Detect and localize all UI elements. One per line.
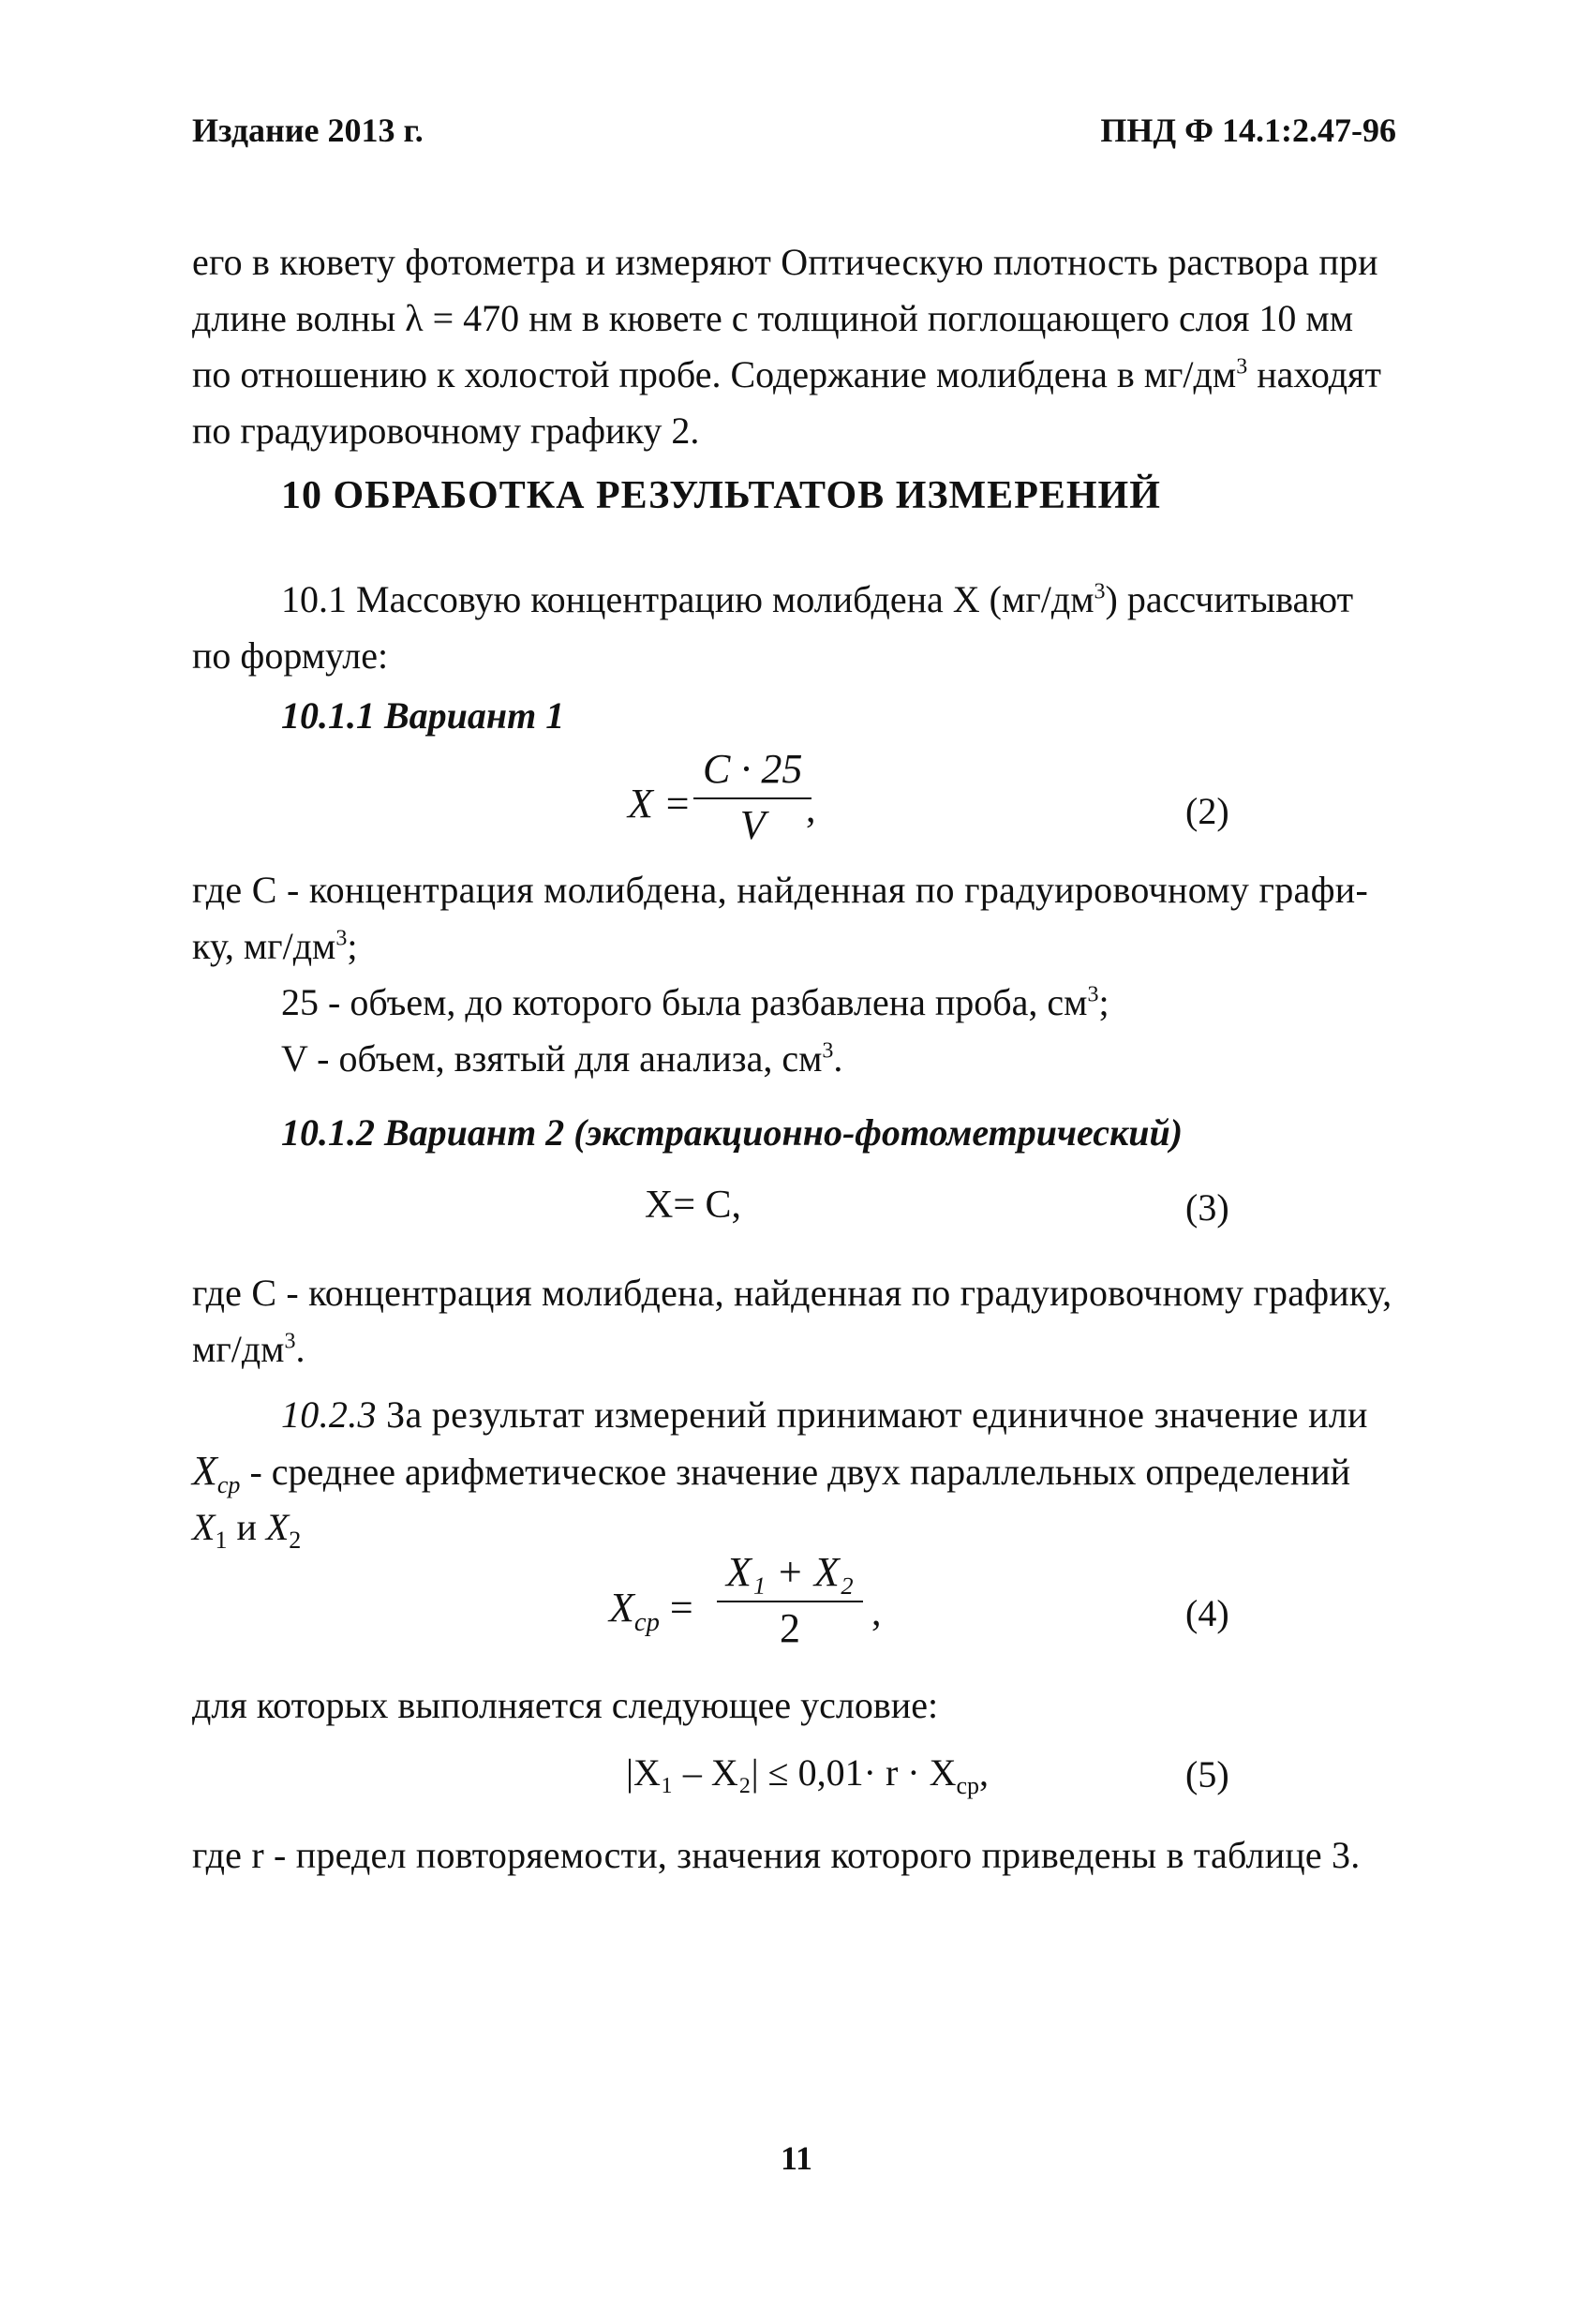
intro-line-2: длине волны λ = 470 нм в кювете с толщиной поглощающего слоя 10 мм bbox=[192, 297, 1354, 339]
p1023-line-3: $X_1$ и $X_2$ bbox=[192, 1506, 302, 1554]
page-number: 11 bbox=[780, 2139, 812, 2177]
eq2-comma: , bbox=[806, 788, 816, 831]
eq4-lhs: $X_{cp}$ = bbox=[609, 1585, 693, 1637]
eq4-number: (4) bbox=[1185, 1592, 1229, 1634]
intro-line-3: по отношению к холостой пробе. Содержание молибдена в $мг/дм^3$ находят bbox=[192, 353, 1381, 395]
variant-2-heading: 10.1.2 Вариант 2 (экстракционно-фотометрический) bbox=[281, 1111, 1184, 1154]
eq2-lhs: X = bbox=[628, 781, 692, 827]
eq4-numerator: X₁ + X₂ bbox=[717, 1548, 863, 1602]
eq5-formula: $|X_1 - X_2| \le 0,01\cdot r \cdot X_{cp}$, bbox=[626, 1751, 990, 1799]
p1023-line-1: 10.2.3 За результат измерений принимают единичное значение или bbox=[281, 1393, 1368, 1436]
eq2-number: (2) bbox=[1185, 790, 1229, 832]
eq3-formula: X= C, bbox=[645, 1184, 742, 1227]
eq5-number: (5) bbox=[1185, 1753, 1229, 1795]
edition-label: Издание 2013 г. bbox=[192, 112, 424, 149]
eq2-denominator: V bbox=[739, 802, 766, 848]
eq4-denominator: 2 bbox=[780, 1605, 801, 1651]
intro-line-4: по градуировочному графику 2. bbox=[192, 410, 700, 452]
p101-line-1: 10.1 Массовую концентрацию молибдена X $(мг/дм^3)$ рассчитывают bbox=[281, 578, 1354, 620]
v2-where-line-2: $мг/дм^3$. bbox=[192, 1328, 305, 1370]
document-code: ПНД Ф 14.1:2.47-96 bbox=[1100, 112, 1396, 149]
v1-def-v: V - объем, взятый для анализа, $см^3$. bbox=[281, 1037, 843, 1080]
v1-where-line-2: ку, $мг/дм^3$; bbox=[192, 925, 358, 967]
intro-line-1: его в кювету фотометра и измеряют Оптическую плотность раствора при bbox=[192, 241, 1378, 283]
v1-def-25: 25 - объем, до которого была разбавлена проба, $см^3$; bbox=[281, 981, 1109, 1023]
v2-where-line-1: где C - концентрация молибдена, найденная по градуировочному графику, bbox=[192, 1272, 1392, 1314]
condition-line: для которых выполняется следующее условие: bbox=[192, 1684, 939, 1726]
section-title: 10 ОБРАБОТКА РЕЗУЛЬТАТОВ ИЗМЕРЕНИЙ bbox=[281, 474, 1161, 517]
v1-where-line-1: где C - концентрация молибдена, найденная по градуировочному графи- bbox=[192, 869, 1369, 911]
eq2-numerator: C · 25 bbox=[693, 745, 811, 799]
eq3-number: (3) bbox=[1185, 1186, 1229, 1229]
eq4-fraction bbox=[717, 1548, 863, 1653]
eq2-fraction bbox=[693, 745, 811, 850]
closing-line: где r - предел повторяемости, значения которого приведены в таблице 3. bbox=[192, 1834, 1361, 1876]
variant-1-heading: 10.1.1 Вариант 1 bbox=[281, 694, 565, 737]
p1023-line-2: $X_{cp}$ - среднее арифметическое значение двух параллельных определений bbox=[192, 1448, 1351, 1498]
eq4-comma: , bbox=[871, 1591, 882, 1634]
p101-line-2: по формуле: bbox=[192, 634, 389, 677]
